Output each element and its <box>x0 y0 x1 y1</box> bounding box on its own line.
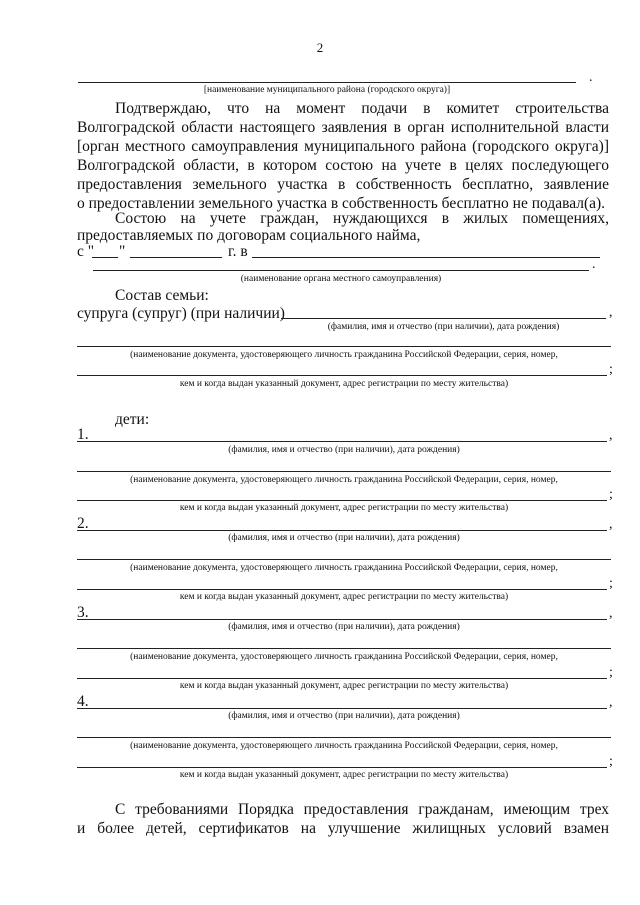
para2-line-1: Состою на учете граждан, нуждающихся в жилых помещениях, <box>115 210 609 227</box>
family-heading: Состав семьи: <box>115 287 209 304</box>
child-2-issued-field[interactable] <box>77 589 607 590</box>
spouse-semicolon: ; <box>609 362 613 377</box>
page-number: 2 <box>316 40 324 55</box>
spouse-doc-field[interactable] <box>77 346 611 347</box>
header-period: . <box>589 70 593 85</box>
child-2-name-field[interactable] <box>77 530 607 531</box>
child-2-semicolon: ; <box>609 576 613 591</box>
spouse-issued-caption: кем и когда выдан указанный документ, адрес регистрации по месту жительства) <box>179 379 509 389</box>
child-1-semicolon: ; <box>609 487 613 502</box>
spouse-doc-caption: (наименование документа, удостоверяющего личность гражданина Российской Федерации, серия, номер, <box>130 350 558 360</box>
date-prefix: с " <box>77 243 95 260</box>
child-4-issued-field[interactable] <box>77 767 607 768</box>
child-4-comma: , <box>609 695 613 710</box>
child-2-comma: , <box>609 517 613 532</box>
para2-line-2: предоставляемых по договорам социального найма, <box>77 227 421 244</box>
child-1-name-field[interactable] <box>77 441 607 442</box>
child-3-doc-caption: (наименование документа, удостоверяющего личность гражданина Российской Федерации, серия, номер, <box>130 652 558 662</box>
date-mid: " <box>119 243 126 260</box>
child-4-semicolon: ; <box>609 754 613 769</box>
organ-field-1[interactable] <box>252 257 600 258</box>
children-heading: дети: <box>115 411 150 428</box>
child-1-doc-field[interactable] <box>77 471 611 472</box>
child-3-issued-caption: кем и когда выдан указанный документ, адрес регистрации по месту жительства) <box>179 681 509 691</box>
para1-line-2: Волгоградской области настоящего заявления в орган исполнительной власти <box>77 119 609 136</box>
organ-period: . <box>592 257 596 272</box>
spouse-issued-field[interactable] <box>77 375 607 376</box>
child-1-number: 1. <box>77 426 89 443</box>
organ-caption: (наименование органа местного самоуправления) <box>240 274 442 284</box>
child-1-comma: , <box>609 428 613 443</box>
para3-line-2: и более детей, сертификатов на улучшение жилищных условий взамен <box>77 820 609 837</box>
child-2-name-caption: (фамилия, имя и отчество (при наличии), дата рождения) <box>228 533 460 543</box>
child-1-name-caption: (фамилия, имя и отчество (при наличии), дата рождения) <box>228 445 460 455</box>
child-2-doc-field[interactable] <box>77 559 611 560</box>
spouse-name-field[interactable] <box>281 318 606 319</box>
municipality-caption: [наименование муниципального района (городского округа)] <box>203 85 451 95</box>
child-2-number: 2. <box>77 515 89 532</box>
spouse-name-caption: (фамилия, имя и отчество (при наличии), дата рождения) <box>327 322 560 332</box>
organ-field-2[interactable] <box>93 270 589 271</box>
child-4-number: 4. <box>77 693 89 710</box>
child-3-name-field[interactable] <box>77 619 607 620</box>
child-3-semicolon: ; <box>609 665 613 680</box>
date-day-field[interactable] <box>92 257 118 258</box>
date-month-field[interactable] <box>130 257 222 258</box>
spouse-label: супруга (супруг) (при наличии) <box>77 305 285 322</box>
child-4-doc-field[interactable] <box>77 737 611 738</box>
para1-line-4: Волгоградской области, в котором состою на учете в целях последующего <box>77 157 609 174</box>
child-3-comma: , <box>609 606 613 621</box>
para1-line-3: [орган местного самоуправления муниципального района (городского округа)] <box>77 138 609 155</box>
child-1-doc-caption: (наименование документа, удостоверяющего личность гражданина Российской Федерации, серия, номер, <box>130 475 558 485</box>
para3-line-1: С требованиями Порядка предоставления гражданам, имеющим трех <box>115 801 609 818</box>
child-3-number: 3. <box>77 604 89 621</box>
child-4-name-caption: (фамилия, имя и отчество (при наличии), дата рождения) <box>228 711 460 721</box>
child-4-issued-caption: кем и когда выдан указанный документ, адрес регистрации по месту жительства) <box>179 770 509 780</box>
para1-line-5: предоставления земельного участка в собственность бесплатно, заявление <box>77 176 609 193</box>
date-year-suffix: г. в <box>228 243 248 260</box>
child-4-name-field[interactable] <box>77 708 607 709</box>
child-1-issued-field[interactable] <box>77 500 607 501</box>
child-3-issued-field[interactable] <box>77 678 607 679</box>
child-3-doc-field[interactable] <box>77 648 611 649</box>
child-1-issued-caption: кем и когда выдан указанный документ, адрес регистрации по месту жительства) <box>179 503 509 513</box>
child-3-name-caption: (фамилия, имя и отчество (при наличии), дата рождения) <box>228 622 460 632</box>
para1-line-1: Подтверждаю, что на момент подачи в комитет строительства <box>115 100 609 117</box>
para1-line-6: о предоставлении земельного участка в собственность бесплатно не подавал(а). <box>77 195 606 212</box>
child-2-issued-caption: кем и когда выдан указанный документ, адрес регистрации по месту жительства) <box>179 592 509 602</box>
child-4-doc-caption: (наименование документа, удостоверяющего личность гражданина Российской Федерации, серия, номер, <box>130 741 558 751</box>
spouse-comma: , <box>609 305 613 320</box>
child-2-doc-caption: (наименование документа, удостоверяющего личность гражданина Российской Федерации, серия, номер, <box>130 563 558 573</box>
municipality-line <box>78 82 576 83</box>
